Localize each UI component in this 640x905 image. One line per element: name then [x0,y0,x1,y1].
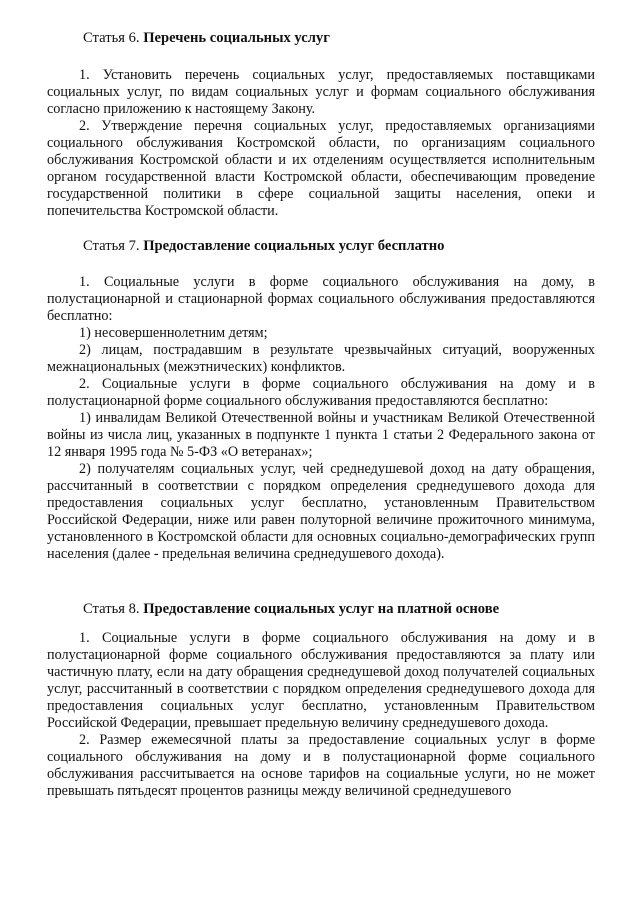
article-7-heading [83,238,444,255]
article-7-paragraph: 1) инвалидам Великой Отечественной войны и участникам Великой Отечественной войны из числа лиц, указанных в подпункте 1 пункта 1 статьи 2 Федерального закона от 12 января 1995 года № 5-ФЗ «О ветеранах»; [47,410,595,460]
article-6-body [47,67,595,220]
article-7-paragraph: 2) лицам, пострадавшим в результате чрезвычайных ситуаций, вооруженных межнациональных (межэтнических) конфликтов. [47,342,595,375]
article-7-body [47,274,595,563]
article-7-paragraph: 1) несовершеннолетним детям; [79,325,268,341]
article-7-title: Предоставление социальных услуг бесплатно [143,238,445,254]
article-8-label: Статья 8. [83,601,140,617]
article-8-paragraph: 1. Социальные услуги в форме социального обслуживания на дому и в полустационарной форме социального обслуживания предоставляются за плату или частичную плату, если на дату обращения среднедушевой доход получателей социальных услуг, рассчитанный в соответствии с порядком определения среднедушевого дохода для предоставления социальных услуг бесплатно, установленным Правительством Российской Федерации, превышает предельную величину среднедушевого дохода. [47,630,595,731]
article-6-paragraph: 1. Установить перечень социальных услуг, предоставляемых поставщиками социальных услуг, по видам социальных услуг и формам социального обслуживания согласно приложению к настоящему Закону. [47,67,595,117]
article-7-paragraph: 2) получателям социальных услуг, чей среднедушевой доход на дату обращения, рассчитанный в соответствии с порядком определения среднедушевого дохода для предоставления социальных услуг бесплатно, установленным Правительством Российской Федерации, ниже или равен полуторной величине прожиточного минимума, установленного в Костромской области для основных социально-демографических групп населения (далее - предельная величина среднедушевого дохода). [47,461,595,562]
article-8-title: Предоставление социальных услуг на платной основе [143,601,500,617]
article-6-paragraph: 2. Утверждение перечня социальных услуг, предоставляемых организациями социального обслуживания Костромской области, по организациям социального обслуживания Костромской области и их отделениям осуществляется исполнительным органом государственной власти Костромской области, обеспечивающим проведение государственной политики в сфере социальной защиты населения, опеки и попечительства Костромской области. [47,118,595,219]
article-6-title: Перечень социальных услуг [143,30,330,46]
article-7-label: Статья 7. [83,238,140,254]
article-8-body [47,630,595,800]
article-8-heading [83,601,499,618]
article-7-paragraph: 2. Социальные услуги в форме социального обслуживания на дому и в полустационарной форме социального обслуживания предоставляются бесплатно: [47,376,595,409]
article-8-paragraph: 2. Размер ежемесячной платы за предоставление социальных услуг в форме социального обслуживания на дому и в полустационарной форме социального обслуживания рассчитывается на основе тарифов на социальные услуги, но не может превышать пятьдесят процентов разницы между величиной среднедушевого [47,732,595,799]
article-7-paragraph: 1. Социальные услуги в форме социального обслуживания на дому, в полустационарной и стационарной формах социального обслуживания предоставляются бесплатно: [47,274,595,324]
article-6-label: Статья 6. [83,30,140,46]
article-6-heading [83,30,330,47]
